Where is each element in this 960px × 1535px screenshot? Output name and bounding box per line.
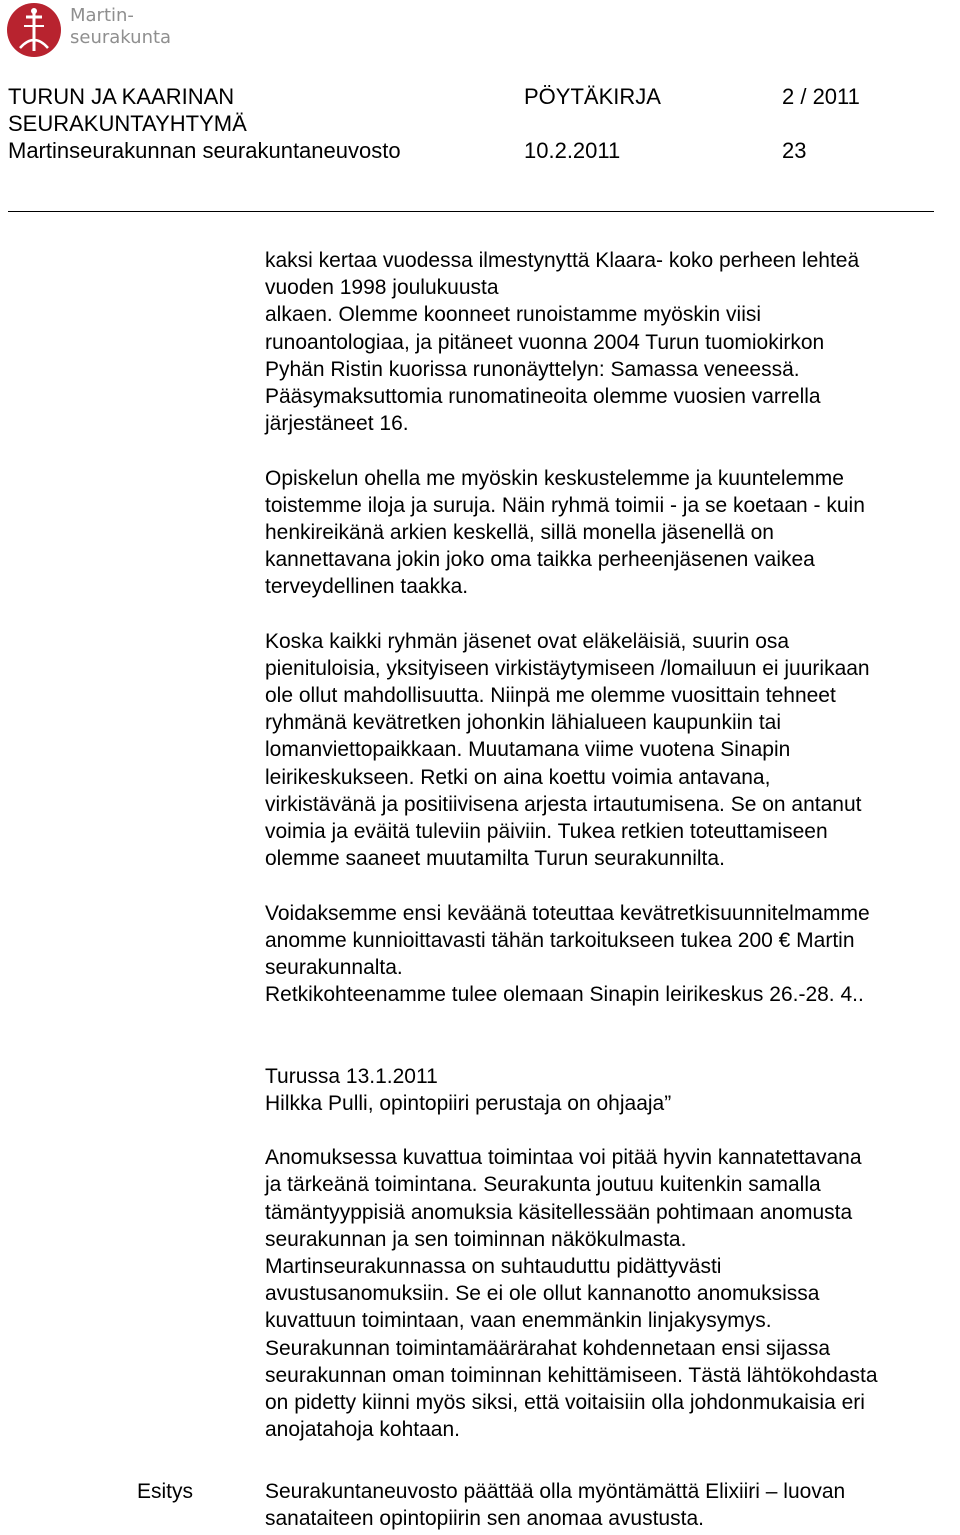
text-line: Opiskelun ohella me myöskin keskustelemme ja kuuntelemme [265,466,844,490]
text-line: kannettavana jokin joko oma taikka perheenjäsenen vaikea [265,548,815,572]
paragraph-gap [265,872,960,899]
text-line: Anomuksessa kuvattua toimintaa voi pitää hyvin kannatettavana [265,1146,862,1170]
text-line: tämäntyyppisiä anomuksia käsitellessään pohtimaan anomusta [265,1200,853,1224]
text-line: järjestäneet 16. [265,412,409,436]
paragraph-gap [265,1117,960,1144]
text-line: voimia ja eväitä tuleviin päiviin. Tukea retkien toteuttamiseen [265,819,828,843]
council-name: Martinseurakunnan seurakuntaneuvosto [8,138,401,163]
org-name-line-1: TURUN JA KAARINAN [8,84,235,109]
proposal-text [265,1478,845,1532]
text-line: Pyhän Ristin kuorissa runonäyttelyn: Samassa veneessä. [265,357,800,381]
org-name-line-2: SEURAKUNTAYHTYMÄ [8,111,247,136]
text-line: ole ollut mahdollisuutta. Niinpä me olemme vuosittain tehneet [265,684,836,707]
document-number: 2 / 2011 [782,84,860,109]
text-line: henkireikänä arkien keskellä, sillä monella jäsenellä on [265,520,774,544]
text-line: seurakunnan oman toiminnan kehittämiseen. Tästä lähtökohdasta [265,1363,878,1387]
text-line: anojatahoja kohtaan. [265,1418,460,1442]
text-line: pienituloisia, yksityiseen virkistäytymiseen /lomailuun ei juurikaan [265,656,870,680]
paragraph-gap [265,600,960,627]
text-line: Pääsymaksuttomia runomatineoita olemme vuosien varrella [265,384,821,408]
text-line: Turussa 13.1.2011 [265,1064,438,1088]
page-number: 23 [782,138,807,163]
paragraph-gap [265,437,960,464]
text-line: Retkikohteenamme tulee olemaan Sinapin leirikeskus 26.-28. 4.. [265,983,864,1007]
text-line: sanataiteen opintopiirin sen anomaa avustusta. [265,1507,704,1531]
text-line: seurakunnan ja sen toiminnan näkökulmasta. [265,1227,687,1251]
header-divider [8,211,934,212]
church-seal-icon [6,2,62,58]
text-line: leirikeskukseen. Retki on aina koettu voimia antavana, [265,765,771,789]
martinseurakunta-logo [6,2,186,58]
document-type: PÖYTÄKIRJA [524,84,661,109]
text-line: terveydellinen taakka. [265,575,469,599]
text-line: on pidetty kiinni myös siksi, että voitaisiin olla johdonmukaisia eri [265,1390,865,1414]
text-line: Seurakunnan toimintamäärärahat kohdennetaan ensi sijassa [265,1336,831,1360]
logo-line-2: seurakunta [70,27,172,48]
minutes-body-text [265,247,960,1443]
text-line: virkistävänä ja positiivisena arjesta irtautumisena. Se on antanut [265,792,862,816]
text-line: anomme kunnioittavasti tähän tarkoitukseen tukea 200 € Martin [265,928,855,952]
text-line: vuoden 1998 joulukuusta [265,276,499,300]
meeting-date: 10.2.2011 [524,138,621,163]
text-line: toistemme iloja ja suruja. Näin ryhmä toimii - ja se koetaan - kuin [265,493,865,517]
text-line: ja tärkeänä toimintana. Seurakunta joutuu kuitenkin samalla [265,1173,821,1197]
text-line: lomanviettopaikkaan. Muutamana viime vuotena Sinapin [265,738,791,762]
text-line: Voidaksemme ensi keväänä toteuttaa kevätretkisuunnitelmamme [265,901,870,925]
text-line: Hilkka Pulli, opintopiiri perustaja on ohjaaja” [265,1091,672,1115]
text-line: Seurakuntaneuvosto päättää olla myöntämättä Elixiiri – luovan [265,1480,846,1503]
text-line: alkaen. Olemme koonneet runoistamme myöskin viisi [265,303,762,327]
text-line: kaksi kertaa vuodessa ilmestynyttä Klaara- koko perheen lehteä [265,249,860,272]
text-line: kuvattuun toimintaan, vaan enemmänkin linjakysymys. [265,1309,772,1333]
text-line: runoantologiaa, ja pitäneet vuonna 2004 Turun tuomiokirkon [265,330,825,354]
text-line: seurakunnalta. [265,955,403,979]
text-line: ryhmänä kevätretken johonkin lähialueen kaupunkiin tai [265,711,781,735]
text-line: avustusanomuksiin. Se ei ole ollut kannanotto anomuksissa [265,1282,820,1306]
paragraph-gap [265,1035,960,1062]
text-line: Koska kaikki ryhmän jäsenet ovat eläkeläisiä, suurin osa [265,629,790,653]
text-line: Martinseurakunnassa on suhtauduttu pidättyvästi [265,1254,722,1278]
logo-line-1: Martin- [70,5,134,26]
text-line: olemme saaneet muutamilta Turun seurakunnilta. [265,847,725,871]
logo-text [70,5,171,49]
proposal-label: Esitys [137,1480,194,1503]
paragraph-gap [265,1008,960,1035]
